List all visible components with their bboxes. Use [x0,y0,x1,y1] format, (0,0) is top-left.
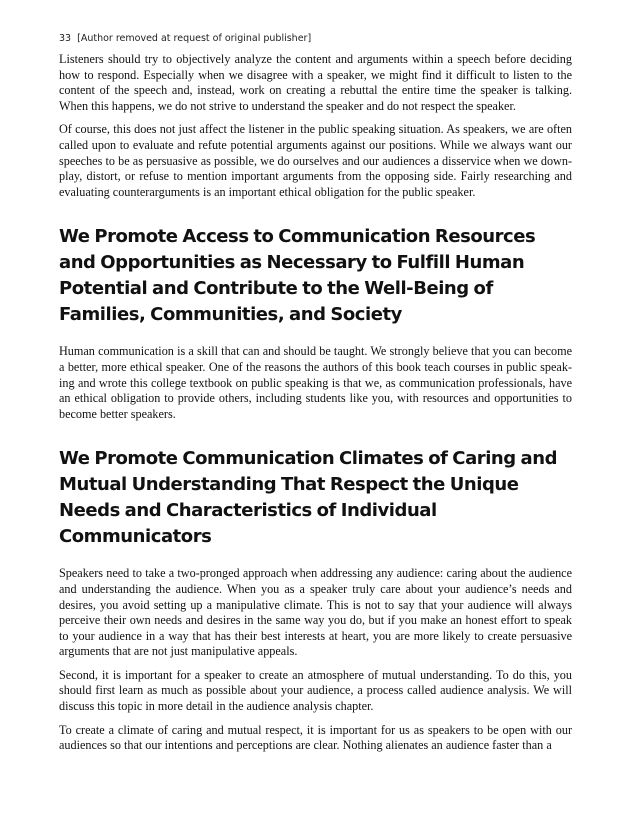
body-paragraph: Second, it is important for a speaker to create an atmosphere of mutual understanding. To do this, you should first learn as much as possible about your audience, a process called audience analysis. We will discuss this topic in more detail in the audience analysis chapter. [59,667,572,714]
document-page [59,32,572,762]
body-paragraph: To create a climate of caring and mutual respect, it is important for us as speakers to be open with our audiences so that our intentions and perceptions are clear. Nothing alienates an audience faster than a [59,722,572,753]
section-heading: We Promote Communication Climates of Caring and Mutual Understanding That Respect the Unique Needs and Characteristics of Individual Communicators [59,448,558,548]
body-paragraph: Listeners should try to objectively analyze the content and arguments within a speech before deciding how to respond. Especially when we disagree with a speaker, we might find it difficult to listen to the content of the speech and, instead, work on creating a rebuttal the entire time the speaker is talking. When this happens, we do not strive to understand the speaker and do not respect the speaker. [59,52,572,113]
running-title: [Author removed at request of original publisher] [77,33,312,44]
body-paragraph: Human communication is a skill that can and should be taught. We strongly believe that you can become a better, more ethical speaker. One of the reasons the authors of this book teach courses in public speaking and wrote this college textbook on public speaking is that we, as communication professionals, have an ethical obligation to provide others, including students like you, with resources and opportunities to become better speakers. [59,344,572,421]
section-heading: We Promote Access to Communication Resources and Opportunities as Necessary to Fulfill Human Potential and Contribute to the Well-Being of Families, Communities, and Society [59,226,536,326]
body-paragraph: Of course, this does not just affect the listener in the public speaking situation. As speakers, we are often called upon to evaluate and refute potential arguments against our positions. While we always want our speeches to be as persuasive as possible, we do ourselves and our audiences a disservice when we downplay, distort, or refuse to mention important arguments from the opposing side. Fairly researching and evaluating counterarguments is an important ethical obligation for the public speaker. [59,122,572,199]
running-header [59,32,572,46]
body-paragraph: Speakers need to take a two-pronged approach when addressing any audience: caring about the audience and understanding the audience. When you as a speaker truly care about your audience’s needs and desires, you avoid setting up a manipulative climate. This is not to say that your audience will always perceive their own needs and desires in the same way you do, but if you make an honest effort to speak to your audience in a way that has their best interests at heart, you are more likely to create persuasive arguments that are not just manipulative appeals. [59,566,572,659]
page-number: 33 [59,33,72,44]
